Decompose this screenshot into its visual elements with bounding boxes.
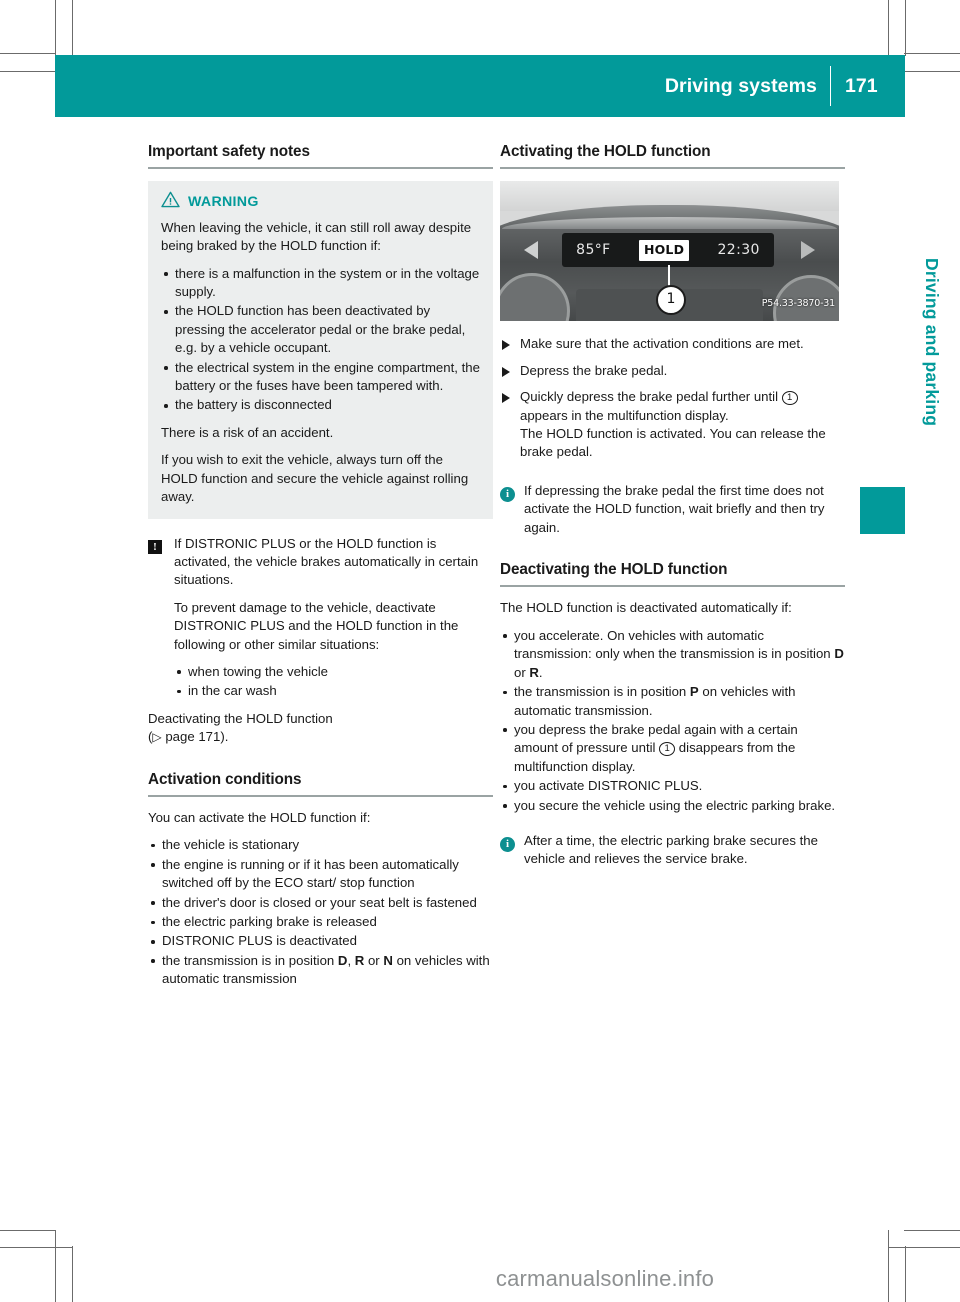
crop-mark-bottom-left-h2 (0, 1247, 72, 1248)
crop-mark-top-left-h1 (0, 53, 56, 54)
crop-mark-top-right-v2 (905, 0, 906, 56)
right-column (500, 143, 845, 869)
caution-note-bullet-list (174, 663, 493, 701)
activation-steps-list (500, 335, 845, 461)
gear-p: P (689, 684, 699, 700)
deactivation-list (500, 627, 845, 815)
list-item: the electric parking brake is released (148, 913, 493, 931)
cross-reference-text: Deactivating the HOLD function (148, 710, 333, 726)
exclamation-box-icon: ! (148, 537, 162, 555)
step-item: Make sure that the activation conditions are met. (500, 335, 845, 353)
warning-bullet-list (161, 265, 480, 415)
instrument-cluster-figure (500, 181, 839, 321)
warning-advice-text: If you wish to exit the vehicle, always turn off the HOLD function and secure the vehicle against rolling away. (161, 452, 469, 505)
turn-signal-left-icon (524, 241, 538, 259)
gear-n: N (383, 952, 393, 968)
warning-triangle-icon (161, 191, 180, 213)
warning-header (161, 191, 480, 213)
info-note-1-text: If depressing the brake pedal the first time does not activate the HOLD function, wait briefly and then try again. (524, 482, 825, 535)
warning-box (148, 181, 493, 518)
page-number: 171 (845, 74, 878, 97)
text-pre: you accelerate. On vehicles with automatic transmission: only when the transmission is in position (514, 627, 835, 662)
left-section-heading: Important safety notes (148, 143, 310, 160)
info-circle-icon: i (500, 484, 515, 502)
crop-mark-bottom-right-h2 (888, 1247, 960, 1248)
step3-result: The HOLD function is activated. You can release the brake pedal. (520, 426, 826, 460)
page-ref-arrow-icon: ▷ (152, 730, 162, 745)
gear-d: D (337, 952, 348, 968)
info-circle-icon: i (500, 834, 515, 852)
left-heading-rule (148, 167, 493, 169)
figure-image-id: P54.33-3870-31 (761, 298, 835, 309)
text-post: . (538, 664, 543, 680)
cross-reference-paren-open: ( (148, 729, 153, 745)
list-item: you secure the vehicle using the electric parking brake. (500, 797, 845, 815)
step-item-3 (500, 388, 845, 462)
gear-d: D (834, 646, 844, 662)
spacer (148, 747, 493, 771)
text-pre: you depress the brake pedal again with a certain amount of pressure until (514, 721, 798, 756)
multifunction-display (562, 233, 774, 267)
deactivation-rule (500, 585, 845, 587)
cross-reference-page[interactable]: page 171 (165, 729, 221, 745)
crop-mark-bottom-left-h1 (0, 1230, 56, 1231)
text-post: on vehicles with automatic transmission. (514, 684, 796, 718)
list-item: the engine is running or if it has been automatically switched off by the ECO start/ stop function (148, 856, 493, 893)
info-note-2-text: After a time, the electric parking brake secures the vehicle and relieves the service brake. (524, 832, 818, 867)
caution-note (148, 535, 493, 701)
display-temperature: 85°F (576, 242, 611, 259)
info-note-2 (500, 832, 845, 869)
chapter-side-tab-label: Driving and parking (922, 258, 942, 427)
list-item-brake (500, 721, 845, 776)
site-watermark: carmanualsonline.info (495, 1266, 715, 1291)
step3-pre: Quickly depress the brake pedal further until (520, 389, 782, 405)
warning-label: WARNING (188, 194, 259, 211)
list-item: the driver's door is closed or your seat belt is fastened (148, 894, 493, 912)
right-heading-rule (500, 167, 845, 169)
gear-r: R (354, 952, 365, 968)
right-section-heading: Activating the HOLD function (500, 143, 711, 160)
crop-mark-top-right-h1 (904, 53, 960, 54)
chapter-side-tab-marker (860, 487, 905, 534)
step-item: Depress the brake pedal. (500, 362, 845, 380)
text-post: on vehicles with automatic transmission (162, 952, 490, 987)
gear-r: R (529, 664, 539, 680)
text-mid: or (514, 664, 530, 680)
text-pre: the transmission is in position (162, 952, 338, 968)
list-item-accelerate (500, 627, 845, 682)
callout-marker-1-icon: 1 (782, 391, 798, 405)
info-note-1 (500, 482, 845, 537)
list-item-transmission (148, 952, 493, 989)
cross-reference-paren-close: ). (220, 729, 229, 745)
page-header-bar (55, 55, 905, 117)
step3-post: appears in the multifunction display. (520, 407, 729, 423)
list-item: you activate DISTRONIC PLUS. (500, 777, 845, 795)
text-comma: , (347, 952, 355, 968)
warning-risk-text: There is a risk of an accident. (161, 424, 334, 440)
cross-reference-page-line (148, 728, 493, 746)
page-title: Driving systems (664, 74, 817, 97)
callout-marker-1-icon: 1 (659, 742, 675, 756)
left-column (148, 143, 493, 998)
spacer (500, 824, 845, 832)
activation-conditions-heading: Activation conditions (148, 770, 302, 788)
display-hold-indicator: HOLD (639, 240, 689, 260)
figure-callout-leader-line (668, 265, 670, 287)
list-item: the battery is disconnected (161, 396, 480, 414)
list-item: DISTRONIC PLUS is deactivated (148, 932, 493, 950)
list-item: the electrical system in the engine compartment, the battery or the fuses have been tampered with. (161, 359, 480, 396)
turn-signal-right-icon (801, 241, 815, 259)
figure-callout-1: 1 (656, 285, 686, 315)
spacer (500, 470, 845, 482)
caution-note-paragraph-1: If DISTRONIC PLUS or the HOLD function is activated, the vehicle brakes automatically in certain situations. (174, 535, 479, 588)
list-item: when towing the vehicle (174, 663, 493, 681)
deactivation-heading: Deactivating the HOLD function (500, 561, 728, 579)
activation-conditions-rule (148, 795, 493, 797)
caution-note-paragraph-2: To prevent damage to the vehicle, deactivate DISTRONIC PLUS and the HOLD function in the following or other similar situations: (174, 599, 459, 652)
spacer (500, 537, 845, 561)
activation-conditions-list (148, 836, 493, 988)
text-pre: the transmission is in position (514, 684, 690, 700)
list-item-park (500, 683, 845, 720)
text-post: disappears from the multifunction display. (514, 740, 796, 774)
display-clock: 22:30 (717, 242, 760, 259)
activation-conditions-intro: You can activate the HOLD function if: (148, 809, 371, 825)
deactivation-intro: The HOLD function is deactivated automatically if: (500, 600, 792, 616)
list-item: the HOLD function has been deactivated by pressing the accelerator pedal or the brake pedal, e.g. by a vehicle occupant. (161, 302, 480, 357)
list-item: in the car wash (174, 682, 493, 700)
text-or: or (364, 952, 384, 968)
crop-mark-top-left-v2 (72, 0, 73, 56)
spacer (148, 519, 493, 535)
list-item: there is a malfunction in the system or in the voltage supply. (161, 265, 480, 302)
cross-reference[interactable] (148, 710, 493, 747)
warning-intro: When leaving the vehicle, it can still roll away despite being braked by the HOLD function if: (161, 219, 472, 254)
crop-mark-bottom-right-h1 (904, 1230, 960, 1231)
list-item: the vehicle is stationary (148, 836, 493, 854)
